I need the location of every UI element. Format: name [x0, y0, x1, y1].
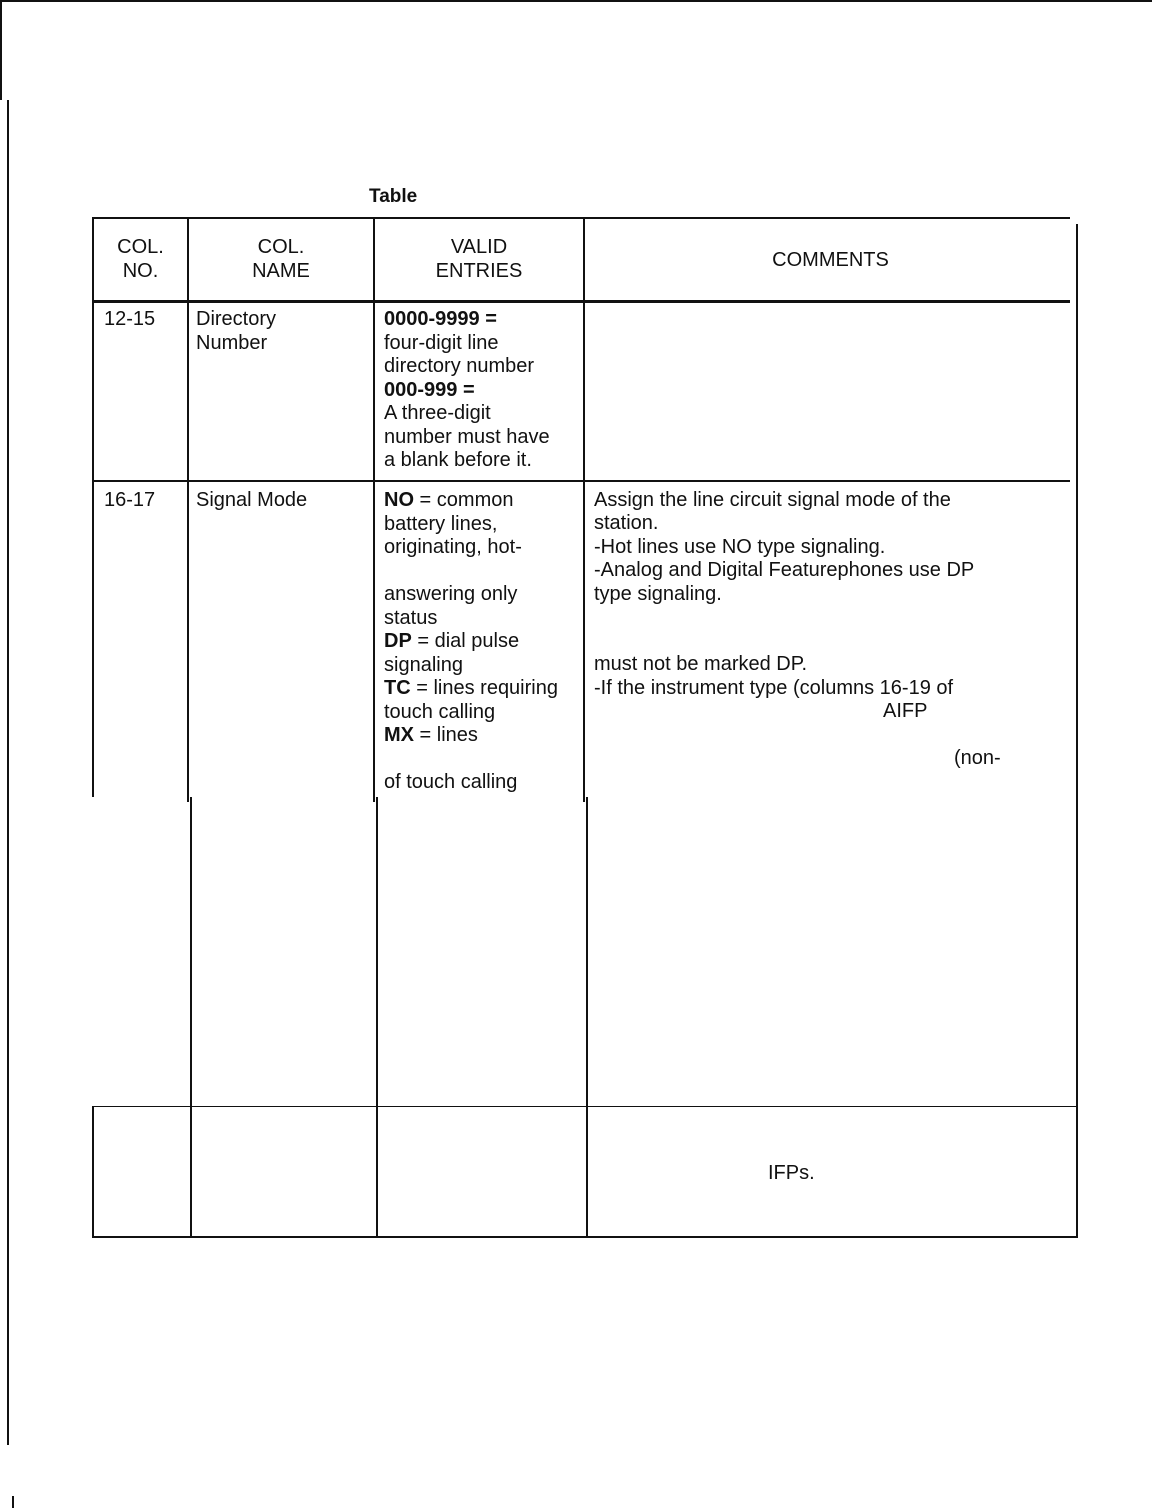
row1-valid-entries — [384, 308, 550, 473]
entry-line: signaling — [384, 653, 463, 676]
divider-1-upper — [187, 217, 189, 802]
divider-3-upper — [583, 217, 585, 802]
entry-line: answering only — [384, 583, 518, 605]
entry-line: TC = lines requiring — [384, 677, 558, 699]
entry-line: touch calling — [384, 700, 496, 723]
entry-line: of touch calling — [384, 771, 518, 793]
left-scan-edge-upper — [0, 0, 2, 100]
row2-comment-4: -Analog and Digital Featurephones use DP — [594, 559, 975, 581]
entry-line: battery lines, — [384, 512, 498, 535]
table-top-rule — [92, 217, 1070, 219]
left-scan-edge — [7, 100, 9, 1445]
row1-col-no: 12-15 — [104, 308, 156, 330]
entry-line: NO = common — [384, 489, 514, 511]
row1-bottom-rule — [92, 480, 1070, 482]
divider-2-upper — [373, 217, 375, 802]
entry-line: DP = dial pulse — [384, 630, 520, 652]
entry-line: number must have — [384, 425, 550, 448]
row2-bottom-rule — [92, 1106, 1078, 1107]
row2-comment-1: Assign the line circuit signal mode of the — [594, 489, 951, 511]
entry-line: a blank before it. — [384, 449, 532, 471]
entry-line: originating, hot- — [384, 536, 522, 558]
table-left-rule-lower — [92, 1106, 94, 1238]
row2-col-name: Signal Mode — [196, 489, 308, 511]
entry-line: 0000-9999 = — [384, 308, 497, 330]
entry-line: 000-999 = — [384, 378, 475, 401]
divider-1-lower — [190, 797, 192, 1238]
entry-line: MX = lines — [384, 724, 478, 746]
table-bottom-rule — [92, 1236, 1078, 1238]
header-bottom-rule — [92, 300, 1070, 303]
row2-comment-5: type signaling. — [594, 583, 722, 605]
table-right-rule — [1076, 224, 1078, 1238]
row2-comment-9: -If the instrument type (columns 16-19 of — [594, 677, 954, 699]
table-left-rule-upper — [92, 217, 94, 797]
entry-line: four-digit line — [384, 331, 499, 354]
divider-2-lower — [376, 797, 378, 1238]
row2-comment-2: station. — [594, 512, 659, 534]
row3-comment: IFPs. — [768, 1162, 815, 1184]
entry-line: directory number — [384, 355, 535, 377]
top-border — [0, 0, 1152, 2]
row2-valid-entries — [384, 489, 558, 795]
row2-comment-10: AIFP — [883, 700, 928, 722]
entry-line: status — [384, 606, 438, 629]
header-comments: COMMENTS — [772, 249, 889, 271]
row2-comment-11: (non- — [954, 747, 1001, 769]
entry-line: A three-digit — [384, 402, 491, 424]
row1-col-name: Directory Number — [196, 308, 277, 354]
entry-line — [384, 748, 558, 772]
row2-comment-8: must not be marked DP. — [594, 653, 808, 675]
divider-3-lower — [586, 797, 588, 1238]
header-col-name: COL. NAME — [252, 236, 310, 282]
header-valid-entries: VALID ENTRIES — [435, 236, 523, 282]
bottom-scan-mark — [12, 1496, 14, 1508]
entry-line — [384, 560, 558, 584]
row2-comment-3: -Hot lines use NO type signaling. — [594, 536, 886, 558]
row2-col-no: 16-17 — [104, 489, 156, 511]
header-col-no: COL. NO. — [117, 236, 164, 282]
table-caption: Table — [369, 186, 418, 207]
